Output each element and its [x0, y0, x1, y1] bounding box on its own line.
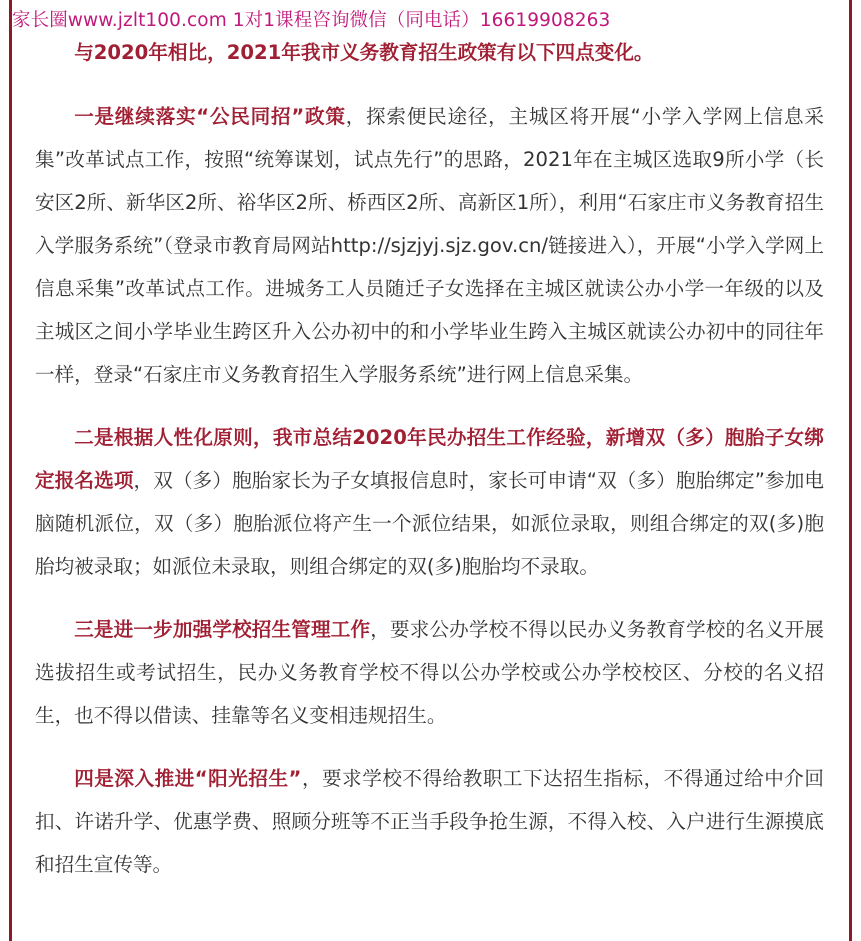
article-title: 与2020年相比，2021年我市义务教育招生政策有以下四点变化。: [74, 41, 654, 64]
paragraph-1: [35, 95, 824, 396]
right-border: [849, 0, 852, 941]
watermark-text: 家长圈www.jzlt100.com 1对1课程咨询微信（同电话）16619908263: [12, 10, 611, 31]
paragraph-1-lead: 一是继续落实“公民同招”政策: [74, 105, 346, 128]
paragraph-3-body: ，要求公办学校不得以民办义务教育学校的名义开展选拔招生或考试招生，民办义务教育学校不得以公办学校或公办学校校区、分校的名义招生，也不得以借读、挂靠等名义变相违规招生。: [35, 618, 825, 727]
paragraph-2: [35, 416, 824, 588]
paragraph-2-body: ，双（多）胞胎家长为子女填报信息时，家长可申请“双（多）胞胎绑定”参加电脑随机派位，双（多）胞胎派位将产生一个派位结果，如派位录取，则组合绑定的双(多)胞胎均被录取；如派位未录取，则组合绑定的双(多)胞胎均不录取。: [35, 469, 824, 578]
paragraph-3-lead: 三是进一步加强学校招生管理工作: [74, 618, 371, 641]
paragraph-4-lead: 四是深入推进“阳光招生”: [74, 767, 302, 790]
paragraph-4-body: ，要求学校不得给教职工下达招生指标，不得通过给中介回扣、许诺升学、优惠学费、照顾分班等不正当手段争抢生源，不得入校、入户进行生源摸底和招生宣传等。: [35, 767, 824, 876]
article-body: [35, 31, 824, 886]
paragraph-2-lead: 二是根据人性化原则，我市总结2020年民办招生工作经验，新增双（多）胞胎子女绑定报名选项: [35, 426, 824, 492]
paragraph-1-body: ，探索便民途径，主城区将开展“小学入学网上信息采集”改革试点工作，按照“统筹谋划，试点先行”的思路，2021年在主城区选取9所小学（长安区2所、新华区2所、裕华区2所、桥西区2所、高新区1所），利用“石家庄市义务教育招生入学服务系统”（登录市教育局网站http://sjzjyj.sjz.gov.cn/链接进入），开展“小学入学网上信息采集”改革试点工作。进城务工人员随迁子女选择在主城区就读公办小学一年级的以及主城区之间小学毕业生跨区升入公办初中的和小学毕业生跨入主城区就读公办初中的同往年一样，登录“石家庄市义务教育招生入学服务系统”进行网上信息采集。: [35, 105, 824, 386]
paragraph-3: [35, 608, 824, 737]
paragraph-4: [35, 757, 824, 886]
left-border: [9, 0, 12, 941]
